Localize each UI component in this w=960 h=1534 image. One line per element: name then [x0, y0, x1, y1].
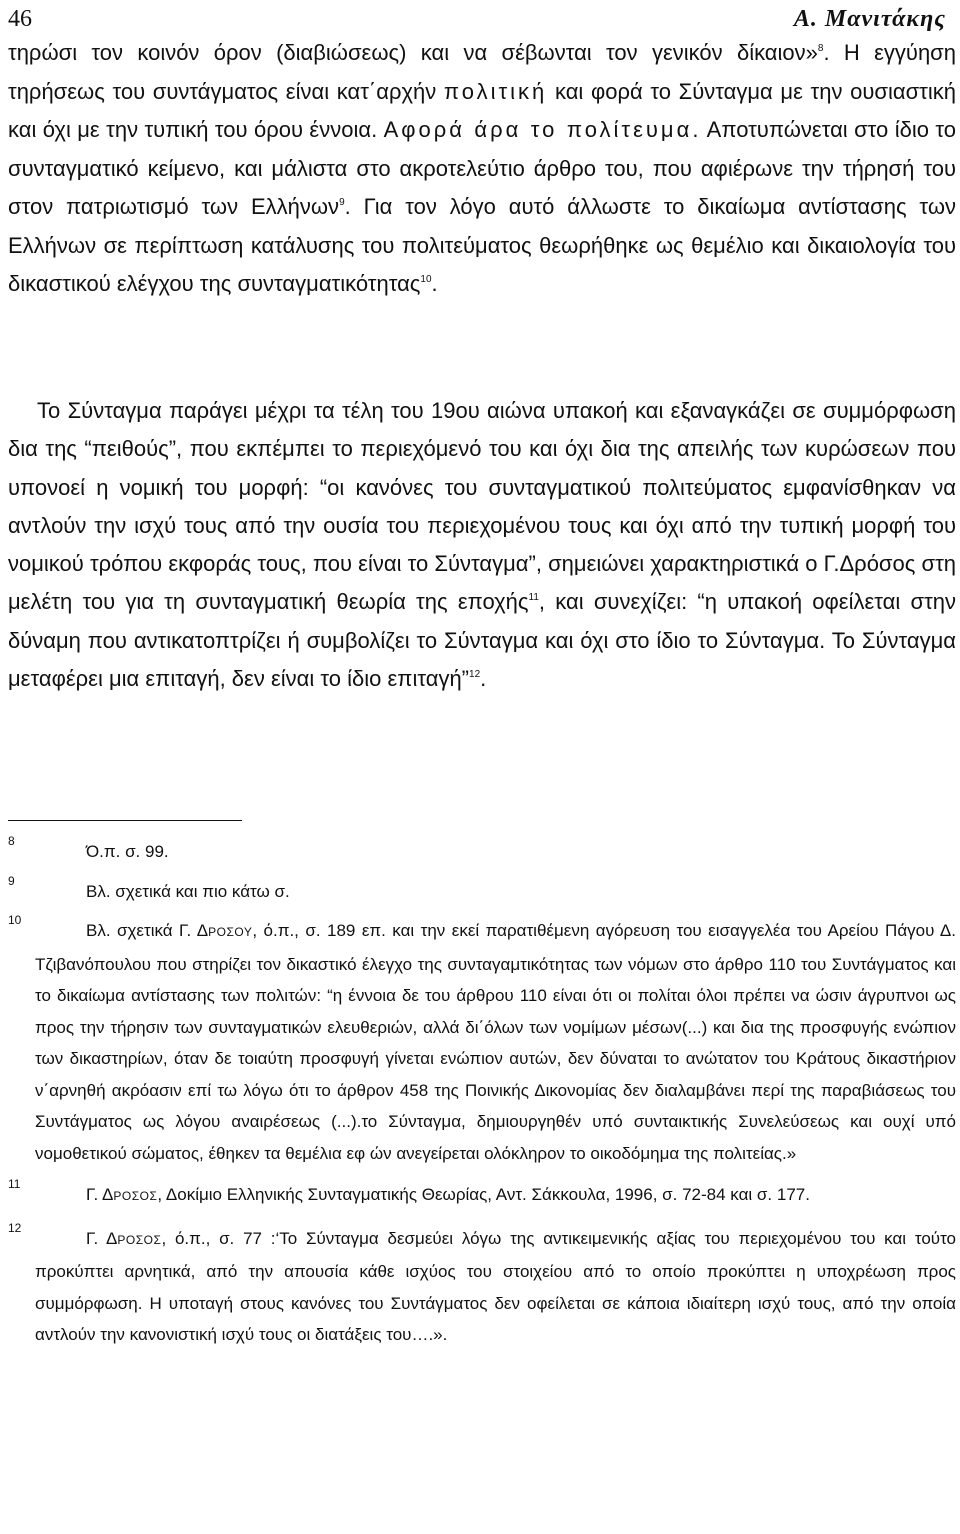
small-caps-author: ΡΟΣΟΣ [113, 1189, 158, 1203]
small-caps-author: ΡΟΣΟΥ [208, 925, 253, 939]
text-run: . [480, 666, 487, 692]
footnote-text: , ό.π., σ. 77 :‘Το Σύνταγμα δεσμεύει λόγω της αντικειμενικής αξίας του περιεχομένου του και τούτο προκύπτει αρνητικά, από την απουσία κάθε ισχύος του στοιχείου από το οποίο προκύπτει η υποχρέωση προς συμμόρφωση. Η υποταγή στους κανόνες του Συντάγματος δεν οφείλεται σε κάποια ιδιαίτερη ισχύ τους, από την οποία αντλούν την κανονιστική ισχύ τους οι διατάξεις του….». [35, 1228, 956, 1344]
footnote-ref-11[interactable]: 11 [528, 592, 539, 604]
footnote-number: 9 [8, 873, 15, 888]
text-run: . Για τον λόγο αυτό άλλωστε το δικαίωμα αντίστασης των Ελλήνων σε περίπτωση κατάλυσης του πολιτεύματος θεωρήθηκε ως θεμέλιο και δικαιολογία του δικαστικού ελέγχου της συνταγματικότητας [8, 194, 956, 296]
page-header [0, 4, 960, 36]
running-head-author: Α. Μανιτάκης [793, 6, 946, 32]
footnote-ref-10[interactable]: 10 [420, 274, 432, 285]
body-paragraph-1 [8, 34, 956, 304]
text-run: . Η εγγύηση τηρήσεως του συντάγματος είναι κατ΄αρχήν [8, 40, 956, 104]
text-run: και φορά το Σύνταγμα με την ουσιαστική και όχι με την τυπική του όρου έννοια. [8, 78, 956, 142]
footnote-8 [8, 836, 956, 868]
text-run: , και συνεχίζει: “η υπακοή οφείλεται στην δύναμη που αντικατοπτρίζει ή συμβολίζει το Σύνταγμα και όχι στο ίδιο το Σύνταγμα. Το Σύνταγμα μεταφέρει μια επιταγή, δεν είναι το ίδιο επιταγή” [8, 589, 957, 692]
footnote-ref-8[interactable]: 8 [817, 43, 824, 54]
text-run: Το Σύνταγμα παράγει μέχρι τα τέλη του 19ου αιώνα υπακοή και εξαναγκάζει σε συμμόρφωση δια της “πειθούς”, που εκπέμπει το περιεχόμενό του και όχι δια της απειλής των κυρώσεων που υπονοεί η νομική του μορφή: “οι κανόνες του συνταγματικού πολιτεύματος εμφανίσθηκαν να αντλούν την ισχύ τους από την ουσία του περιεχομένου τους και όχι από την τυπική μορφή του νομικού τρόπου εκφοράς τους, που είναι το Σύνταγμα”, σημειώνει χαρακτηριστικά ο Γ.Δρόσος στη μελέτη του για τη συνταγματική θεωρία της εποχής [8, 398, 956, 615]
body-paragraph-2 [8, 392, 956, 698]
footnote-ref-12[interactable]: 12 [469, 669, 481, 681]
footnote-separator [8, 820, 242, 821]
emphasized-text: πολιτική [443, 78, 548, 104]
footnote-text: Γ. Δ [86, 1228, 118, 1248]
footnote-10 [8, 915, 956, 1169]
footnote-text: Βλ. σχετικά Γ. Δ [86, 921, 209, 940]
footnote-number: 11 [8, 1177, 21, 1191]
footnotes-section [8, 836, 956, 1351]
footnote-12 [8, 1220, 956, 1351]
emphasized-text: Αφορά άρα το πολίτευμα. [383, 117, 702, 142]
small-caps-author: ΡΟΣΟΣ [117, 1232, 162, 1247]
footnote-number: 10 [8, 913, 22, 927]
text-run: τηρώσι τον κοινόν όρον (διαβιώσεως) και να σέβωνται τον γενικόν δίκαιον» [8, 40, 818, 65]
footnote-number: 12 [8, 1220, 22, 1235]
footnote-9 [8, 873, 956, 908]
text-run: . [431, 271, 438, 296]
footnote-text: , ό.π., σ. 189 επ. και την εκεί παρατιθέμενη αγόρευση του εισαγγελέα του Αρείου Πάγου Δ. Τζιβανόπουλου που στηρίζει τον δικαστικό έλεγχο της συνταγαμτικότητας των νόμων στο άρθρο 110 του Συντάγματος και το δικαίωμα αντίστασης των πολιτών: “η έννοια δε του άρθρου 110 είναι ότι οι πολίται όλοι πρέπει να ώσιν άγρυπνοι ως προς την τήρησιν των συνταγματικών ελευθεριών, αλλά δι΄όλων των νομίμων μέσων(...) και δια της προσφυγής ενώπιον των δικαστηρίων, όταν δε τοιαύτη προσφυγή γίνεται ενώπιον αυτών, δεν δύναται το ανώτατον του Κράτους δικαστήριον ν΄αρνηθή ακρόασιν επί τω λόγω ότι το άρθρον 458 της Ποινικής Δικονομίας δεν διαλαμβάνει περί της παραβιάσεως του Συντάγματος ως λόγου αναιρέσεως (...).το Σύνταγμα, δημιουργηθέν υπό συνταικτικής Συνελεύσεως και ουχί υπό νομοθετικού σώματος, έθηκεν τα θεμέλια εφ ών ανεγείρεται ολόκληρον το οικοδόμημα της πολιτείας.» [35, 921, 956, 1163]
footnote-text: Ό.π. σ. 99. [86, 842, 169, 861]
footnote-number: 8 [8, 834, 15, 848]
footnote-text: , Δοκίμιο Ελληνικής Συνταγματικής Θεωρίας, Αντ. Σάκκουλα, 1996, σ. 72-84 και σ. 177. [157, 1185, 810, 1204]
text-run: Αποτυπώνεται στο ίδιο το συνταγματικό κείμενο, και μάλιστα στο ακροτελεύτιο άρθρο του, που αφιέρωνε την τήρησή του στον πατριωτισμό των Ελλήνων [8, 117, 956, 219]
footnote-11 [8, 1179, 956, 1213]
footnote-ref-9[interactable]: 9 [339, 197, 345, 208]
footnote-text: Βλ. σχετικά και πιο κάτω σ. [86, 881, 290, 901]
footnote-text: Γ. Δ [86, 1185, 114, 1204]
page-number: 46 [8, 6, 32, 32]
